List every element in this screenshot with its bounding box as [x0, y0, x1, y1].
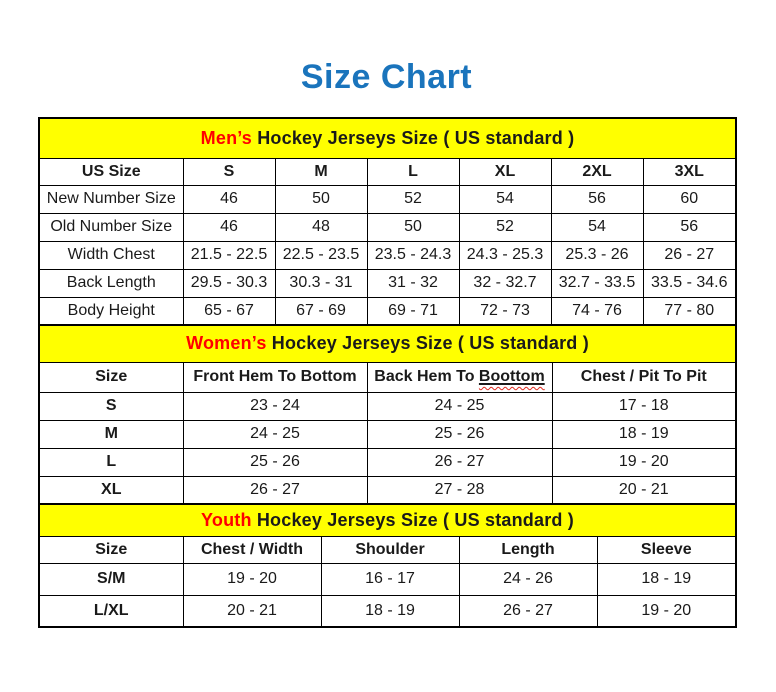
table-row [39, 325, 736, 362]
misspelled-word-underline [479, 368, 545, 385]
table-row [39, 118, 736, 158]
size-value-cell: 19 - 20 [552, 448, 736, 476]
table-row [39, 185, 736, 213]
row-label: Back Length [39, 269, 183, 297]
table-row [39, 392, 736, 420]
banner-text: Hockey Jerseys Size ( US standard ) [251, 509, 574, 530]
size-value-cell: 25 - 26 [183, 448, 367, 476]
column-header: XL [459, 158, 551, 185]
column-header: Length [459, 536, 597, 563]
table-row [39, 420, 736, 448]
column-header: Size [39, 362, 183, 392]
column-header [367, 362, 552, 392]
banner-text: Hockey Jerseys Size ( US standard ) [252, 127, 575, 148]
column-header: 2XL [551, 158, 643, 185]
size-value-cell: 19 - 20 [597, 595, 736, 627]
size-value-cell: 69 - 71 [367, 297, 459, 325]
size-value-cell: 60 [643, 185, 736, 213]
banner-highlight: Men’s [200, 127, 253, 148]
row-label: L/XL [39, 595, 183, 627]
size-value-cell: 50 [367, 213, 459, 241]
page-title: Size Chart [300, 58, 473, 96]
size-value-cell: 52 [367, 185, 459, 213]
table-row [39, 448, 736, 476]
mens-size-table [38, 117, 737, 326]
womens-size-table [38, 324, 737, 505]
size-value-cell: 65 - 67 [183, 297, 275, 325]
table-row [39, 504, 736, 536]
table-row [39, 563, 736, 595]
table-row [39, 476, 736, 504]
misspelled-word: Boottom [478, 368, 545, 385]
size-value-cell: 74 - 76 [551, 297, 643, 325]
column-header: Chest / Width [183, 536, 321, 563]
youth-table-banner [39, 504, 736, 536]
column-header: Sleeve [597, 536, 736, 563]
size-value-cell: 52 [459, 213, 551, 241]
size-value-cell: 26 - 27 [459, 595, 597, 627]
banner-text: Hockey Jerseys Size ( US standard ) [266, 333, 589, 354]
size-value-cell: 31 - 32 [367, 269, 459, 297]
size-value-cell: 29.5 - 30.3 [183, 269, 275, 297]
size-value-cell: 24 - 26 [459, 563, 597, 595]
size-value-cell: 32.7 - 33.5 [551, 269, 643, 297]
size-value-cell: 54 [551, 213, 643, 241]
banner-highlight: Youth [201, 509, 252, 530]
size-value-cell: 33.5 - 34.6 [643, 269, 736, 297]
size-value-cell: 21.5 - 22.5 [183, 241, 275, 269]
table-row [39, 269, 736, 297]
size-value-cell: 50 [275, 185, 367, 213]
youth-size-table [38, 503, 737, 628]
row-label: L [39, 448, 183, 476]
size-chart-tables [38, 117, 735, 628]
mens-table-banner [39, 118, 736, 158]
size-value-cell: 17 - 18 [552, 392, 736, 420]
size-value-cell: 25.3 - 26 [551, 241, 643, 269]
row-label: S [39, 392, 183, 420]
size-value-cell: 32 - 32.7 [459, 269, 551, 297]
size-value-cell: 46 [183, 213, 275, 241]
size-value-cell: 26 - 27 [643, 241, 736, 269]
size-value-cell: 30.3 - 31 [275, 269, 367, 297]
size-value-cell: 20 - 21 [183, 595, 321, 627]
row-label: M [39, 420, 183, 448]
row-label: S/M [39, 563, 183, 595]
row-label: New Number Size [39, 185, 183, 213]
size-value-cell: 26 - 27 [183, 476, 367, 504]
size-value-cell: 46 [183, 185, 275, 213]
size-value-cell: 24.3 - 25.3 [459, 241, 551, 269]
table-row [39, 536, 736, 563]
size-value-cell: 23 - 24 [183, 392, 367, 420]
row-label: Body Height [39, 297, 183, 325]
size-value-cell: 18 - 19 [321, 595, 459, 627]
size-value-cell: 22.5 - 23.5 [275, 241, 367, 269]
column-header: M [275, 158, 367, 185]
table-row [39, 158, 736, 185]
column-header: Shoulder [321, 536, 459, 563]
size-value-cell: 54 [459, 185, 551, 213]
size-value-cell: 23.5 - 24.3 [367, 241, 459, 269]
table-row [39, 241, 736, 269]
column-header: Front Hem To Bottom [183, 362, 367, 392]
size-value-cell: 24 - 25 [183, 420, 367, 448]
row-label: Width Chest [39, 241, 183, 269]
size-value-cell: 27 - 28 [367, 476, 552, 504]
womens-table-banner [39, 325, 736, 362]
size-value-cell: 72 - 73 [459, 297, 551, 325]
size-value-cell: 18 - 19 [597, 563, 736, 595]
row-label: Old Number Size [39, 213, 183, 241]
column-header-text: Back Hem To [374, 368, 479, 385]
size-value-cell: 56 [643, 213, 736, 241]
column-header: L [367, 158, 459, 185]
table-row [39, 213, 736, 241]
size-value-cell: 16 - 17 [321, 563, 459, 595]
table-row [39, 595, 736, 627]
column-header: Chest / Pit To Pit [552, 362, 736, 392]
size-value-cell: 56 [551, 185, 643, 213]
banner-highlight: Women’s [186, 333, 267, 354]
column-header: Size [39, 536, 183, 563]
table-row [39, 297, 736, 325]
column-header: US Size [39, 158, 183, 185]
size-value-cell: 77 - 80 [643, 297, 736, 325]
column-header: S [183, 158, 275, 185]
row-label: XL [39, 476, 183, 504]
size-value-cell: 48 [275, 213, 367, 241]
size-value-cell: 20 - 21 [552, 476, 736, 504]
size-value-cell: 25 - 26 [367, 420, 552, 448]
size-value-cell: 26 - 27 [367, 448, 552, 476]
size-value-cell: 19 - 20 [183, 563, 321, 595]
size-value-cell: 67 - 69 [275, 297, 367, 325]
column-header: 3XL [643, 158, 736, 185]
size-value-cell: 24 - 25 [367, 392, 552, 420]
size-value-cell: 18 - 19 [552, 420, 736, 448]
table-row [39, 362, 736, 392]
